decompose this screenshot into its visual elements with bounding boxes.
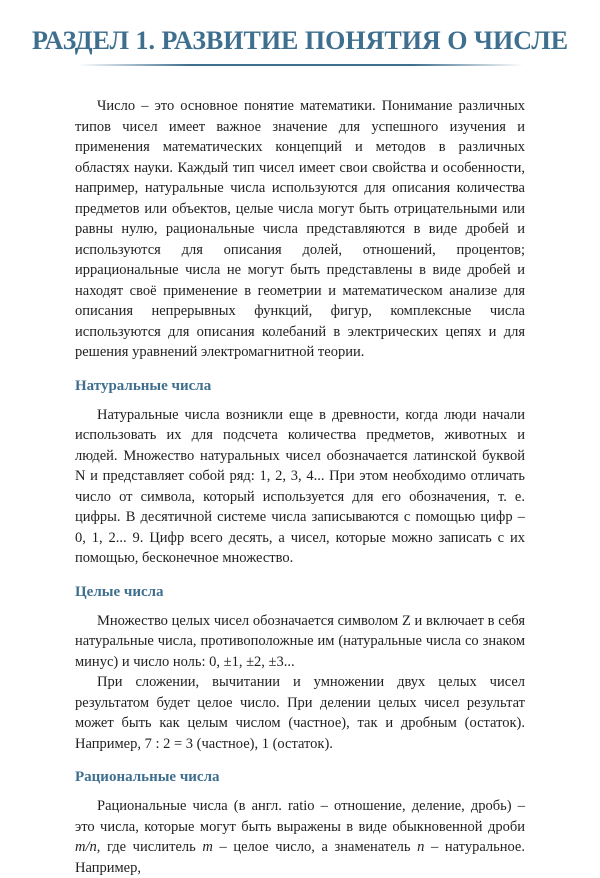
intro-paragraph: Число – это основное понятие математики. Понимание различных типов чисел имеет важное значение для успешного изучения и применения математических концепций и методов в различных областях науки. Каждый тип чисел имеет свои свойства и особенности, например, натуральные числа используются для описания количества предметов или объектов, целые числа могут быть отрицательными или равны нулю, рациональные числа представляются в виде дробей и используются для описания долей, отношений, процентов; иррациональные числа не могут быть представлены в виде дробей и находят своё применение в геометрии и математическом анализе для описания непрерывных функций, фигур, комплексные числа используются для описания колебаний в электрических цепях и для решения уравнений электромагнитной теории. — [75, 98, 525, 360]
chapter-title: РАЗДЕЛ 1. РАЗВИТИЕ ПОНЯТИЯ О ЧИСЛЕ — [31, 26, 569, 55]
section-heading-integer: Целые числа — [75, 583, 164, 600]
rational-text-mid-1: , где числитель — [96, 839, 203, 855]
rational-text-end: – натуральное. Например, — [75, 839, 525, 876]
section-heading-natural: Натуральные числа — [75, 377, 212, 394]
integer-paragraph-2: При сложении, вычитании и умножении двух целых чисел результатом будет целое число. При делении целых чисел результат может быть как целым числом (частное), так и дробным (остаток). Например, 7 : 2 = 3 (частное), 1 (остаток). — [75, 674, 525, 752]
title-divider — [78, 64, 523, 66]
natural-paragraph: Натуральные числа возникли еще в древности, когда люди начали использовать их для подсчета количества предметов, животных и людей. Множество натуральных чисел обозначается латинской буквой N и представляет собой ряд: 1, 2, 3, 4... При этом необходимо отличать число от символа, который используется для его обозначения, т. е. цифры. В десятичной системе числа записываются с помощью цифр – 0, 1, 2... 9. Цифр всего десять, а чисел, которые можно записать с их помощью, бесконечное множество. — [75, 406, 525, 566]
variable-m: m — [202, 839, 213, 855]
variable-n: n — [417, 839, 425, 855]
page-content — [75, 96, 525, 878]
rational-text-start: Рациональные числа (в англ. ratio – отношение, деление, дробь) – это числа, которые могут быть выражены в виде обыкновенной дроби — [75, 798, 525, 835]
fraction-mn: m/n — [75, 839, 97, 855]
rational-paragraph — [75, 796, 525, 878]
integer-paragraph-1: Множество целых чисел обозначается символом Z и включает в себя натуральные числа, противоположные им (натуральные числа со знаком минус) и число ноль: 0, ±1, ±2, ±3... — [75, 612, 525, 670]
section-heading-rational: Рациональные числа — [75, 769, 220, 785]
rational-text-mid-2: – целое число, а знаменатель — [212, 839, 418, 855]
